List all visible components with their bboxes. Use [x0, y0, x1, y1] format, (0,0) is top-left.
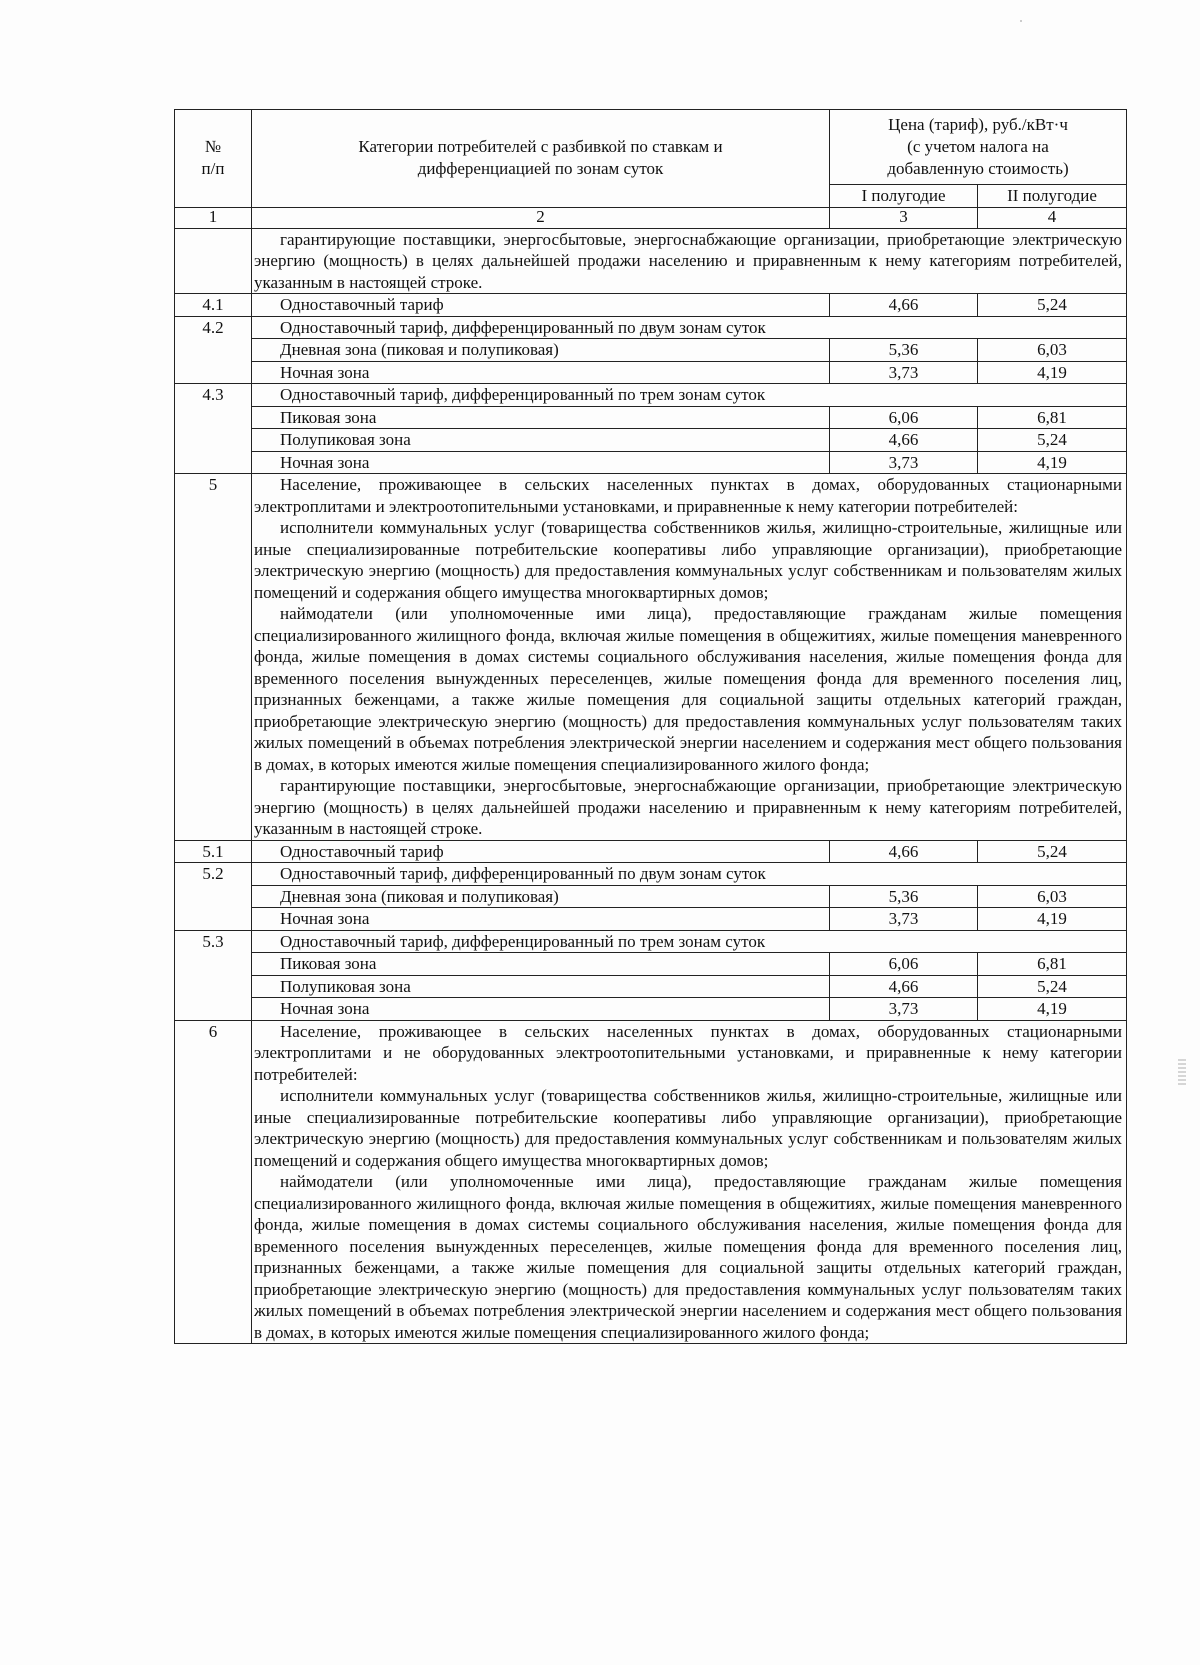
table-row [175, 294, 1127, 317]
header-price-line2: (с учетом налога на [907, 137, 1049, 156]
row-label: Ночная зона [252, 361, 830, 384]
row-no: 4.1 [175, 294, 252, 317]
col-number-1: 1 [175, 207, 252, 228]
value-half2: 6,81 [978, 953, 1127, 976]
table-row [175, 406, 1127, 429]
table-row [175, 339, 1127, 362]
header-category-line1: Категории потребителей с разбивкой по ставкам и [358, 137, 723, 157]
value-half2: 6,81 [978, 406, 1127, 429]
col-number-3: 3 [830, 207, 978, 228]
row-no: 5 [175, 474, 252, 841]
row-label: Одноставочный тариф, дифференцированный по двум зонам суток [252, 863, 1127, 886]
section6-p3: наймодатели (или уполномоченные ими лица), предоставляющие гражданам жилые помещения специализированного жилищного фонда, включая жилые помещения в общежитиях, жилые помещения маневренного фонда, жилые помещения в домах системы социального обслуживания населения, жилые помещения фонда для временного поселения вынужденных переселенцев, жилые помещения фонда для временного поселения лиц, признанных беженцами, а также жилые помещения для социальной защиты отдельных категорий граждан, приобретающие электрическую энергию (мощность) для предоставления коммунальных услуг пользователям таких жилых помещений в объемах потребления электрической энергии населением и содержания мест общего пользования в домах, в которых имеются жилые помещения специализированного жилого фонда; [254, 1172, 1122, 1342]
header-price [830, 110, 1127, 185]
table-header-row [175, 110, 1127, 185]
row-label: Пиковая зона [252, 953, 830, 976]
value-half2: 5,24 [978, 294, 1127, 317]
row-no: 5.1 [175, 840, 252, 863]
value-half1: 3,73 [830, 908, 978, 931]
row-label: Дневная зона (пиковая и полупиковая) [252, 885, 830, 908]
value-half1: 3,73 [830, 998, 978, 1021]
value-half2: 6,03 [978, 339, 1127, 362]
value-half2: 5,24 [978, 975, 1127, 998]
table-row [175, 384, 1127, 407]
value-half1: 5,36 [830, 339, 978, 362]
row-no: 4.3 [175, 384, 252, 474]
header-price-line3: добавленную стоимость) [887, 159, 1069, 178]
row-no: 5.3 [175, 930, 252, 1020]
table-row [175, 228, 1127, 294]
value-half1: 3,73 [830, 361, 978, 384]
row-label: Одноставочный тариф [252, 840, 830, 863]
table-row [175, 998, 1127, 1021]
header-no [175, 110, 252, 208]
value-half2: 4,19 [978, 998, 1127, 1021]
table-row [175, 953, 1127, 976]
section5-p1: Население, проживающее в сельских населенных пунктах в домах, оборудованных стационарными электроплитами и электроотопительными установками, и приравненные к нему категории потребителей: [254, 475, 1122, 516]
row-no: 4.2 [175, 316, 252, 384]
row-label: Полупиковая зона [252, 429, 830, 452]
table-row [175, 975, 1127, 998]
value-half1: 6,06 [830, 953, 978, 976]
section4-intro-cell [252, 228, 1127, 294]
column-number-row [175, 207, 1127, 228]
value-half2: 4,19 [978, 361, 1127, 384]
row-label: Одноставочный тариф, дифференцированный по двум зонам суток [252, 316, 1127, 339]
table-row [175, 930, 1127, 953]
col-number-4: 4 [978, 207, 1127, 228]
section5-p3: наймодатели (или уполномоченные ими лица), предоставляющие гражданам жилые помещения специализированного жилищного фонда, включая жилые помещения в общежитиях, жилые помещения маневренного фонда, жилые помещения в домах системы социального обслуживания населения, жилые помещения фонда для временного поселения вынужденных переселенцев, жилые помещения фонда для временного поселения лиц, признанных беженцами, а также жилые помещения для социальной защиты отдельных категорий граждан, приобретающие электрическую энергию (мощность) для предоставления коммунальных услуг пользователям таких жилых помещений в объемах потребления электрической энергии населением и содержания мест общего пользования в домах, в которых имеются жилые помещения специализированного жилого фонда; [254, 604, 1122, 774]
value-half2: 6,03 [978, 885, 1127, 908]
value-half1: 4,66 [830, 975, 978, 998]
section5-p2: исполнители коммунальных услуг (товарищества собственников жилья, жилищно-строительные, жилищные или иные специализированные потребительские кооперативы либо управляющие организации), приобретающие электрическую энергию (мощность) для предоставления коммунальных услуг собственникам и пользователям жилых помещений и содержания общего имущества многоквартирных домов; [254, 518, 1122, 602]
row-label: Одноставочный тариф, дифференцированный по трем зонам суток [252, 384, 1127, 407]
header-category-line2: дифференциацией по зонам суток [417, 159, 664, 179]
value-half2: 4,19 [978, 451, 1127, 474]
scan-artifact [1178, 1057, 1186, 1085]
row-label: Пиковая зона [252, 406, 830, 429]
section6-text-cell [252, 1020, 1127, 1344]
row-label: Ночная зона [252, 908, 830, 931]
table-row [175, 361, 1127, 384]
col-number-2: 2 [252, 207, 830, 228]
header-price-line1: Цена (тариф), руб./кВт·ч [888, 115, 1068, 134]
scan-speck [1020, 20, 1022, 22]
table-row [175, 429, 1127, 452]
row-label: Одноставочный тариф [252, 294, 830, 317]
header-half2: II полугодие [978, 185, 1127, 208]
value-half1: 6,06 [830, 406, 978, 429]
section5-text-cell [252, 474, 1127, 841]
row-label: Ночная зона [252, 998, 830, 1021]
table-row [175, 908, 1127, 931]
value-half2: 5,24 [978, 840, 1127, 863]
value-half1: 3,73 [830, 451, 978, 474]
row-no: 5.2 [175, 863, 252, 931]
table-row [175, 885, 1127, 908]
value-half2: 4,19 [978, 908, 1127, 931]
value-half2: 5,24 [978, 429, 1127, 452]
section6-p1: Население, проживающее в сельских населенных пунктах в домах, оборудованных стационарными электроплитами и не оборудованных электроотопительными установками, и приравненные к нему категории потребителей: [254, 1021, 1122, 1084]
row-label: Дневная зона (пиковая и полупиковая) [252, 339, 830, 362]
row-no-empty [175, 228, 252, 294]
section5-p4: гарантирующие поставщики, энергосбытовые, энергоснабжающие организации, приобретающие электрическую энергию (мощность) в целях дальнейшей продажи населению и приравненным к нему категориям потребителей, указанным в настоящей строке. [254, 776, 1122, 838]
header-no-line2: п/п [201, 159, 225, 179]
value-half1: 5,36 [830, 885, 978, 908]
tariff-table [174, 109, 1127, 1344]
row-label: Одноставочный тариф, дифференцированный по трем зонам суток [252, 930, 1127, 953]
table-row [175, 1020, 1127, 1344]
value-half1: 4,66 [830, 840, 978, 863]
section6-p2: исполнители коммунальных услуг (товарищества собственников жилья, жилищно-строительные, жилищные или иные специализированные потребительские кооперативы либо управляющие организации), приобретающие электрическую энергию (мощность) для предоставления коммунальных услуг собственникам и пользователям жилых помещений и содержания общего имущества многоквартирных домов; [254, 1086, 1122, 1170]
table-row [175, 316, 1127, 339]
table-row [175, 474, 1127, 841]
header-half1: I полугодие [830, 185, 978, 208]
table-row [175, 840, 1127, 863]
header-no-line1: № [204, 137, 222, 157]
row-no: 6 [175, 1020, 252, 1344]
row-label: Ночная зона [252, 451, 830, 474]
value-half1: 4,66 [830, 429, 978, 452]
value-half1: 4,66 [830, 294, 978, 317]
table-row [175, 863, 1127, 886]
table-row [175, 451, 1127, 474]
section4-intro: гарантирующие поставщики, энергосбытовые, энергоснабжающие организации, приобретающие электрическую энергию (мощность) в целях дальнейшей продажи населению и приравненным к нему категориям потребителей, указанным в настоящей строке. [254, 229, 1122, 292]
row-label: Полупиковая зона [252, 975, 830, 998]
header-category [252, 110, 830, 208]
